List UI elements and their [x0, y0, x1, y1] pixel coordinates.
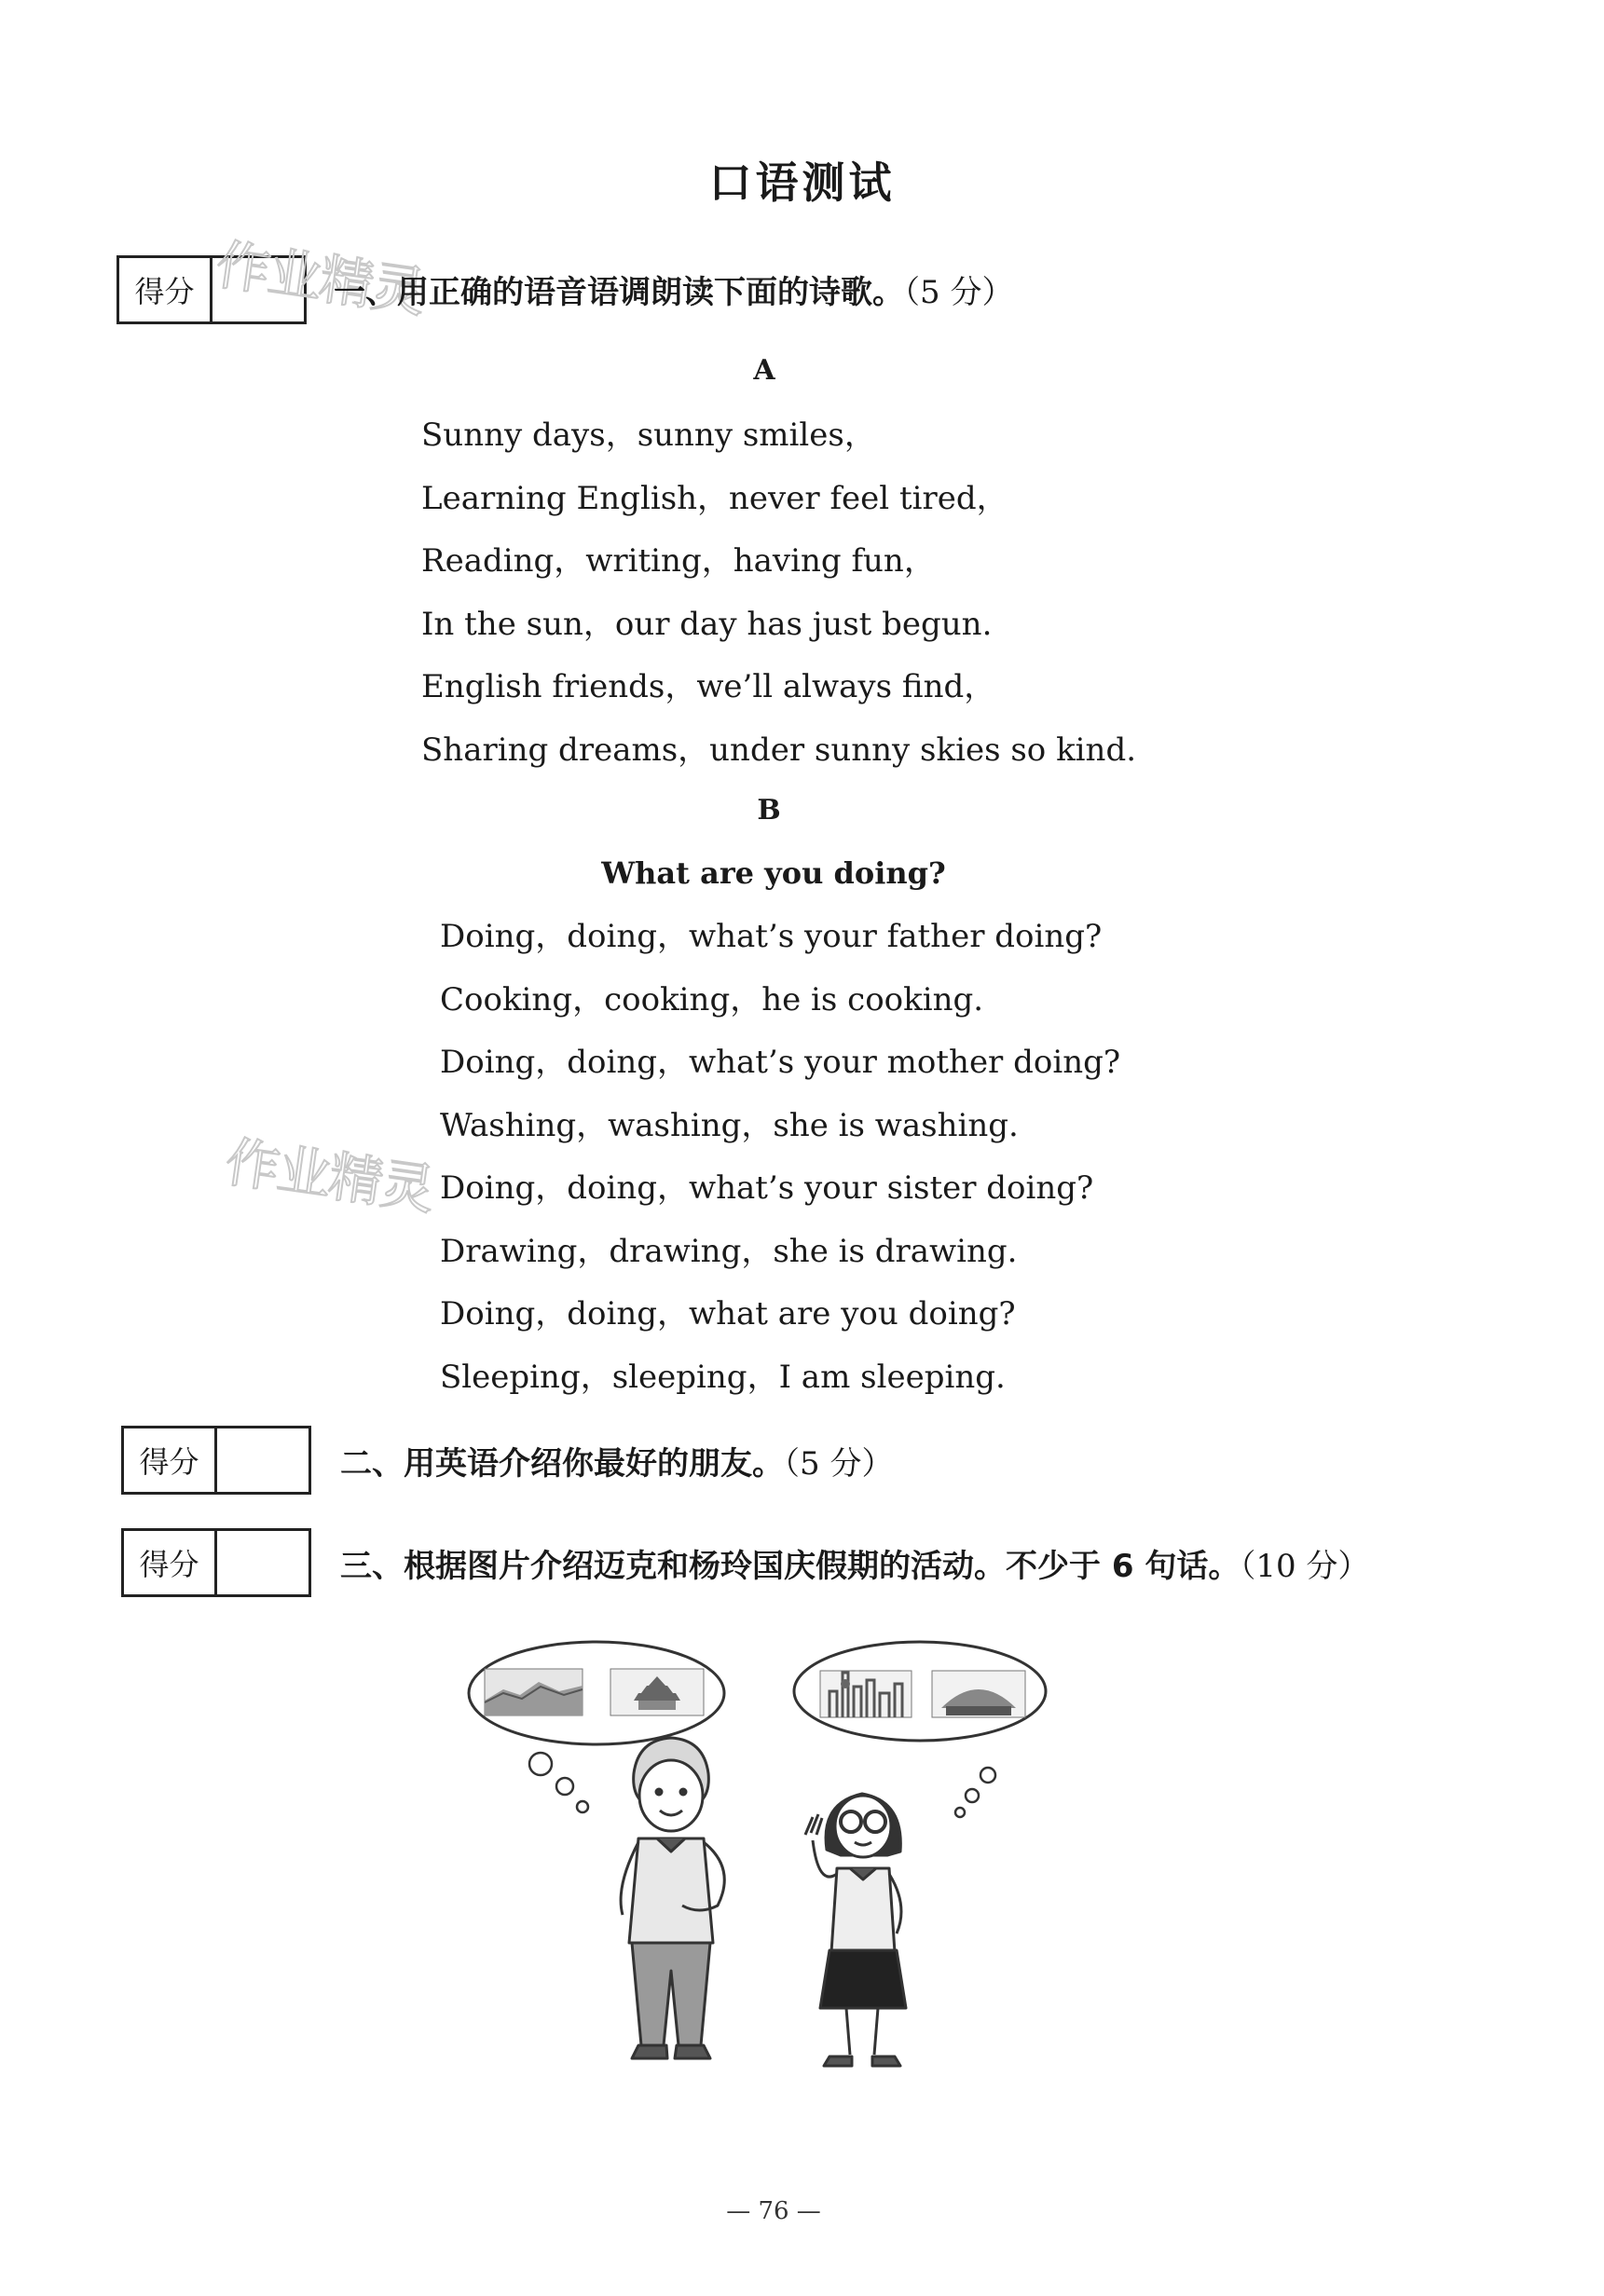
- poem-line: Doing，doing，what’s your father doing?: [440, 918, 1103, 955]
- section-3-points: （10 分）: [1240, 1548, 1370, 1585]
- score-label: 得分: [124, 1428, 217, 1492]
- poem-line: Doing，doing，what’s your sister doing?: [440, 1169, 1094, 1207]
- poem-line: Drawing，drawing，she is drawing.: [440, 1232, 1018, 1270]
- poem-line: Learning English，never feel tired，: [421, 479, 1008, 517]
- score-label: 得分: [119, 258, 212, 321]
- score-label: 得分: [124, 1531, 217, 1594]
- poem-line: Sleeping，sleeping，I am sleeping.: [440, 1358, 1006, 1396]
- score-box-3: [121, 1528, 311, 1597]
- page-title: 口语测试: [708, 157, 896, 208]
- watermark: 作业精灵: [221, 1129, 437, 1223]
- section-2-heading: [340, 1438, 893, 1483]
- poem-a-label: A: [753, 354, 775, 387]
- poem-b-label: B: [757, 794, 781, 827]
- mike-figure: [621, 1738, 724, 2058]
- holiday-illustration: [447, 1635, 1100, 2083]
- poem-b-title: What are you doing?: [601, 855, 946, 891]
- score-blank[interactable]: [217, 1428, 308, 1492]
- poem-line: Cooking，cooking，he is cooking.: [440, 980, 984, 1018]
- section-2-points: （5 分）: [784, 1445, 894, 1483]
- poem-line: English friends，we’ll always find，: [421, 668, 996, 705]
- section-3-text: 三、根据图片介绍迈克和杨玲国庆假期的活动。不少于 6 句话。: [340, 1548, 1241, 1585]
- poem-line: Doing，doing，what are you doing?: [440, 1295, 1016, 1332]
- poem-line: Sharing dreams，under sunny skies so kind.: [421, 731, 1137, 769]
- poem-b: [440, 906, 1120, 1409]
- poem-line: In the sun，our day has just begun.: [421, 605, 993, 643]
- poem-line: Washing，washing，she is washing.: [440, 1106, 1019, 1144]
- score-box-2: [121, 1426, 311, 1495]
- poem-line: Sunny days，sunny smiles，: [421, 417, 876, 454]
- section-2-text: 二、用英语介绍你最好的朋友。: [340, 1445, 784, 1483]
- poem-a: [421, 404, 1136, 782]
- poem-line: Doing，doing，what’s your mother doing?: [440, 1044, 1121, 1081]
- poem-line: Reading，writing，having fun，: [421, 542, 936, 580]
- score-blank[interactable]: [217, 1531, 308, 1594]
- yangling-thought-bubble: [794, 1642, 1046, 1817]
- section-1-heading: [334, 266, 1013, 312]
- section-1-points: （5 分）: [904, 274, 1014, 311]
- watermark: 作业精灵: [212, 232, 428, 325]
- yangling-figure: [805, 1794, 906, 2066]
- section-1-text: 一、用正确的语音语调朗读下面的诗歌。: [334, 274, 904, 311]
- section-3-heading: [340, 1540, 1369, 1586]
- page-number: — 76 —: [726, 2197, 821, 2225]
